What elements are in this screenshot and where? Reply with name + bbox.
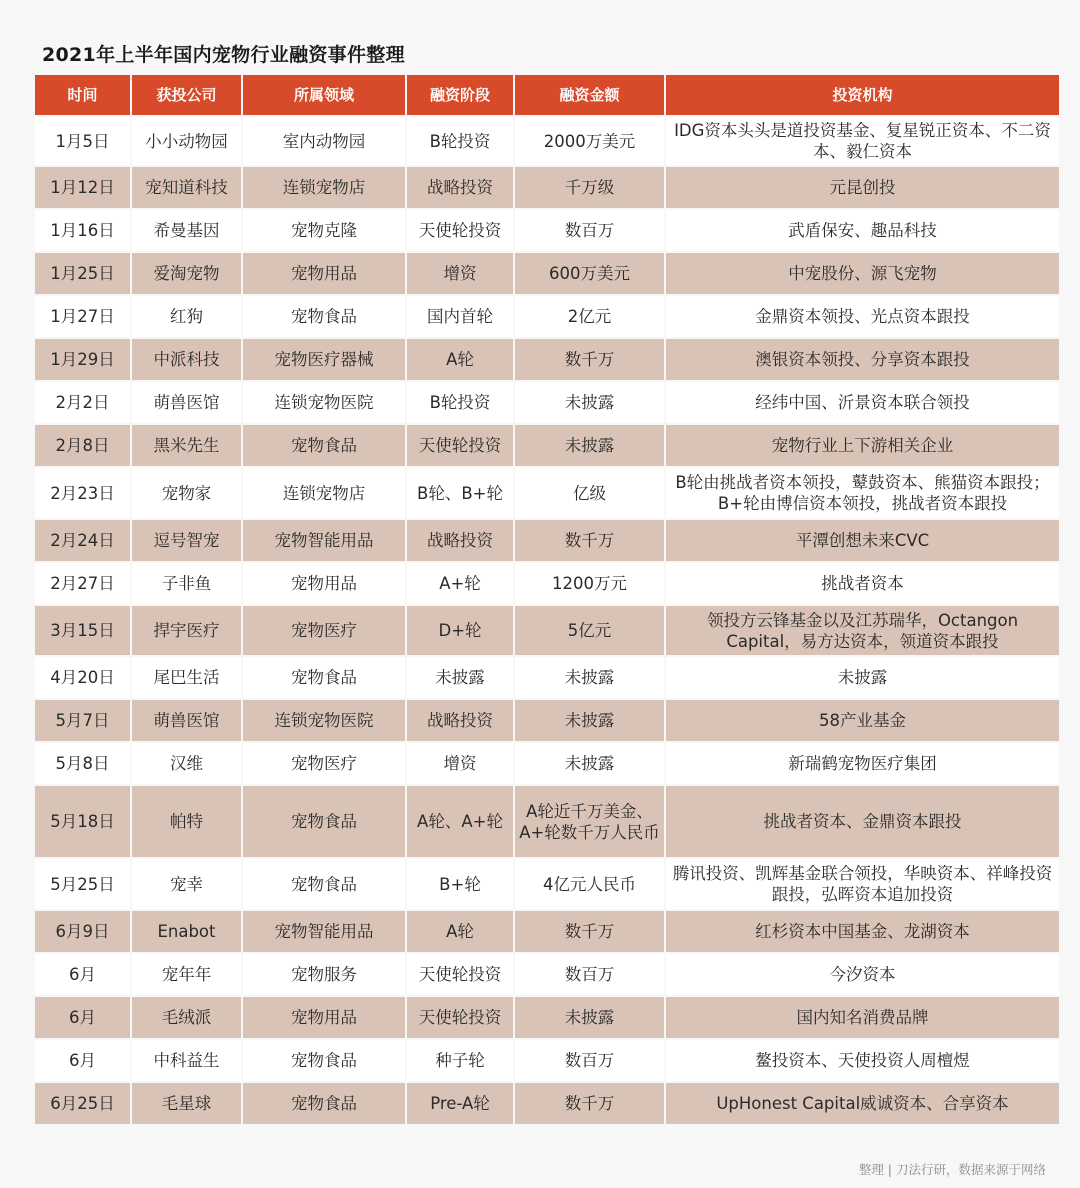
cell-investors: 武盾保安、趣品科技 [665,209,1060,252]
cell-amount: 数千万 [514,338,665,381]
cell-stage: 天使轮投资 [406,953,514,996]
cell-company: 中科益生 [131,1039,242,1082]
cell-company: 子非鱼 [131,562,242,605]
cell-company: 毛星球 [131,1082,242,1125]
cell-stage: 战略投资 [406,519,514,562]
cell-investors: 国内知名消费品牌 [665,996,1060,1039]
cell-stage: A轮、A+轮 [406,785,514,858]
cell-date: 1月29日 [34,338,131,381]
cell-amount: 数百万 [514,953,665,996]
cell-amount: 亿级 [514,467,665,519]
cell-amount: 4亿元人民币 [514,858,665,910]
cell-investors: 澳银资本领投、分享资本跟投 [665,338,1060,381]
cell-field: 连锁宠物医院 [242,699,406,742]
table-row [34,424,1060,467]
cell-date: 6月 [34,1039,131,1082]
cell-field: 连锁宠物店 [242,166,406,209]
cell-investors: 挑战者资本、金鼎资本跟投 [665,785,1060,858]
cell-investors: 58产业基金 [665,699,1060,742]
cell-investors: 今汐资本 [665,953,1060,996]
cell-amount: 数千万 [514,910,665,953]
cell-stage: 增资 [406,252,514,295]
cell-date: 1月16日 [34,209,131,252]
cell-field: 宠物食品 [242,1039,406,1082]
column-header-amount: 融资金额 [514,74,665,116]
cell-investors: 经纬中国、沂景资本联合领投 [665,381,1060,424]
cell-stage: B轮投资 [406,381,514,424]
cell-amount: 未披露 [514,996,665,1039]
cell-amount: 未披露 [514,699,665,742]
cell-amount: 未披露 [514,656,665,699]
cell-field: 宠物医疗 [242,605,406,656]
cell-amount: 2000万美元 [514,116,665,166]
cell-field: 连锁宠物店 [242,467,406,519]
cell-date: 5月18日 [34,785,131,858]
column-header-company: 获投公司 [131,74,242,116]
cell-investors: B轮由挑战者资本领投，鼙鼓资本、熊猫资本跟投；B+轮由博信资本领投，挑战者资本跟投 [665,467,1060,519]
table-row [34,953,1060,996]
table-row [34,467,1060,519]
cell-company: Enabot [131,910,242,953]
table-row [34,699,1060,742]
table-header-row [34,74,1060,116]
cell-amount: 5亿元 [514,605,665,656]
cell-stage: A轮 [406,910,514,953]
table-row [34,562,1060,605]
cell-stage: D+轮 [406,605,514,656]
cell-field: 宠物用品 [242,996,406,1039]
table-row [34,605,1060,656]
cell-field: 宠物食品 [242,858,406,910]
cell-investors: 腾讯投资、凯辉基金联合领投，华映资本、祥峰投资跟投，弘晖资本追加投资 [665,858,1060,910]
cell-field: 宠物服务 [242,953,406,996]
cell-date: 5月7日 [34,699,131,742]
table-row [34,209,1060,252]
cell-amount: 未披露 [514,742,665,785]
cell-investors: UpHonest Capital威诚资本、合享资本 [665,1082,1060,1125]
table-row [34,252,1060,295]
page-title: 2021年上半年国内宠物行业融资事件整理 [42,44,405,66]
table-row [34,338,1060,381]
cell-date: 1月5日 [34,116,131,166]
cell-company: 希曼基因 [131,209,242,252]
cell-company: 尾巴生活 [131,656,242,699]
cell-company: 萌兽医馆 [131,381,242,424]
table-row [34,996,1060,1039]
cell-company: 红狗 [131,295,242,338]
column-header-field: 所属领域 [242,74,406,116]
cell-investors: 红杉资本中国基金、龙湖资本 [665,910,1060,953]
cell-company: 逗号智宠 [131,519,242,562]
table-row [34,381,1060,424]
cell-date: 2月2日 [34,381,131,424]
cell-date: 2月27日 [34,562,131,605]
cell-field: 室内动物园 [242,116,406,166]
cell-investors: 宠物行业上下游相关企业 [665,424,1060,467]
cell-stage: 未披露 [406,656,514,699]
cell-field: 连锁宠物医院 [242,381,406,424]
cell-investors: 鳌投资本、天使投资人周檀煜 [665,1039,1060,1082]
cell-amount: 数千万 [514,519,665,562]
cell-stage: 天使轮投资 [406,996,514,1039]
cell-field: 宠物医疗器械 [242,338,406,381]
cell-company: 萌兽医馆 [131,699,242,742]
table-row [34,116,1060,166]
cell-date: 6月 [34,996,131,1039]
cell-investors: 未披露 [665,656,1060,699]
cell-amount: 数千万 [514,1082,665,1125]
cell-stage: 天使轮投资 [406,424,514,467]
cell-company: 宠物家 [131,467,242,519]
cell-amount: 1200万元 [514,562,665,605]
cell-date: 4月20日 [34,656,131,699]
cell-field: 宠物用品 [242,562,406,605]
cell-field: 宠物克隆 [242,209,406,252]
table-row [34,166,1060,209]
cell-company: 中派科技 [131,338,242,381]
cell-stage: 战略投资 [406,699,514,742]
cell-date: 3月15日 [34,605,131,656]
cell-company: 小小动物园 [131,116,242,166]
financing-table [33,73,1061,1126]
table-row [34,1082,1060,1125]
cell-stage: 天使轮投资 [406,209,514,252]
table-row [34,519,1060,562]
cell-company: 宠幸 [131,858,242,910]
cell-investors: 领投方云锋基金以及江苏瑞华，Octangon Capital，易方达资本，领道资本跟投 [665,605,1060,656]
cell-amount: 数百万 [514,209,665,252]
cell-investors: 新瑞鹤宠物医疗集团 [665,742,1060,785]
cell-field: 宠物智能用品 [242,519,406,562]
cell-date: 6月 [34,953,131,996]
table-row [34,656,1060,699]
cell-date: 5月8日 [34,742,131,785]
cell-company: 黑米先生 [131,424,242,467]
cell-investors: 元昆创投 [665,166,1060,209]
cell-field: 宠物食品 [242,656,406,699]
cell-stage: B轮、B+轮 [406,467,514,519]
cell-investors: 挑战者资本 [665,562,1060,605]
cell-date: 2月23日 [34,467,131,519]
cell-field: 宠物食品 [242,785,406,858]
cell-stage: 增资 [406,742,514,785]
cell-date: 6月9日 [34,910,131,953]
cell-company: 宠知道科技 [131,166,242,209]
cell-date: 6月25日 [34,1082,131,1125]
cell-field: 宠物智能用品 [242,910,406,953]
cell-stage: B轮投资 [406,116,514,166]
column-header-date: 时间 [34,74,131,116]
cell-investors: 平潭创想未来CVC [665,519,1060,562]
cell-field: 宠物食品 [242,295,406,338]
cell-date: 1月27日 [34,295,131,338]
cell-investors: 金鼎资本领投、光点资本跟投 [665,295,1060,338]
table-row [34,910,1060,953]
cell-stage: A+轮 [406,562,514,605]
cell-stage: 战略投资 [406,166,514,209]
cell-field: 宠物食品 [242,1082,406,1125]
column-header-investors: 投资机构 [665,74,1060,116]
source-note: 整理 | 刀法行研，数据来源于网络 [858,1162,1046,1177]
table-row [34,1039,1060,1082]
cell-date: 5月25日 [34,858,131,910]
cell-date: 1月25日 [34,252,131,295]
cell-field: 宠物用品 [242,252,406,295]
cell-amount: 数百万 [514,1039,665,1082]
table-row [34,858,1060,910]
cell-investors: 中宠股份、源飞宠物 [665,252,1060,295]
cell-field: 宠物医疗 [242,742,406,785]
table-row [34,742,1060,785]
cell-company: 毛绒派 [131,996,242,1039]
cell-amount: 未披露 [514,424,665,467]
cell-stage: Pre-A轮 [406,1082,514,1125]
cell-date: 1月12日 [34,166,131,209]
cell-stage: A轮 [406,338,514,381]
column-header-stage: 融资阶段 [406,74,514,116]
cell-stage: 种子轮 [406,1039,514,1082]
cell-stage: B+轮 [406,858,514,910]
cell-stage: 国内首轮 [406,295,514,338]
table-row [34,295,1060,338]
cell-company: 捍宇医疗 [131,605,242,656]
cell-amount: 600万美元 [514,252,665,295]
cell-date: 2月24日 [34,519,131,562]
table-row [34,785,1060,858]
cell-amount: A轮近千万美金、A+轮数千万人民币 [514,785,665,858]
cell-amount: 未披露 [514,381,665,424]
cell-company: 宠年年 [131,953,242,996]
cell-amount: 千万级 [514,166,665,209]
cell-investors: IDG资本头头是道投资基金、复星锐正资本、不二资本、毅仁资本 [665,116,1060,166]
cell-amount: 2亿元 [514,295,665,338]
cell-company: 汉维 [131,742,242,785]
cell-company: 爱淘宠物 [131,252,242,295]
cell-date: 2月8日 [34,424,131,467]
cell-company: 帕特 [131,785,242,858]
cell-field: 宠物食品 [242,424,406,467]
